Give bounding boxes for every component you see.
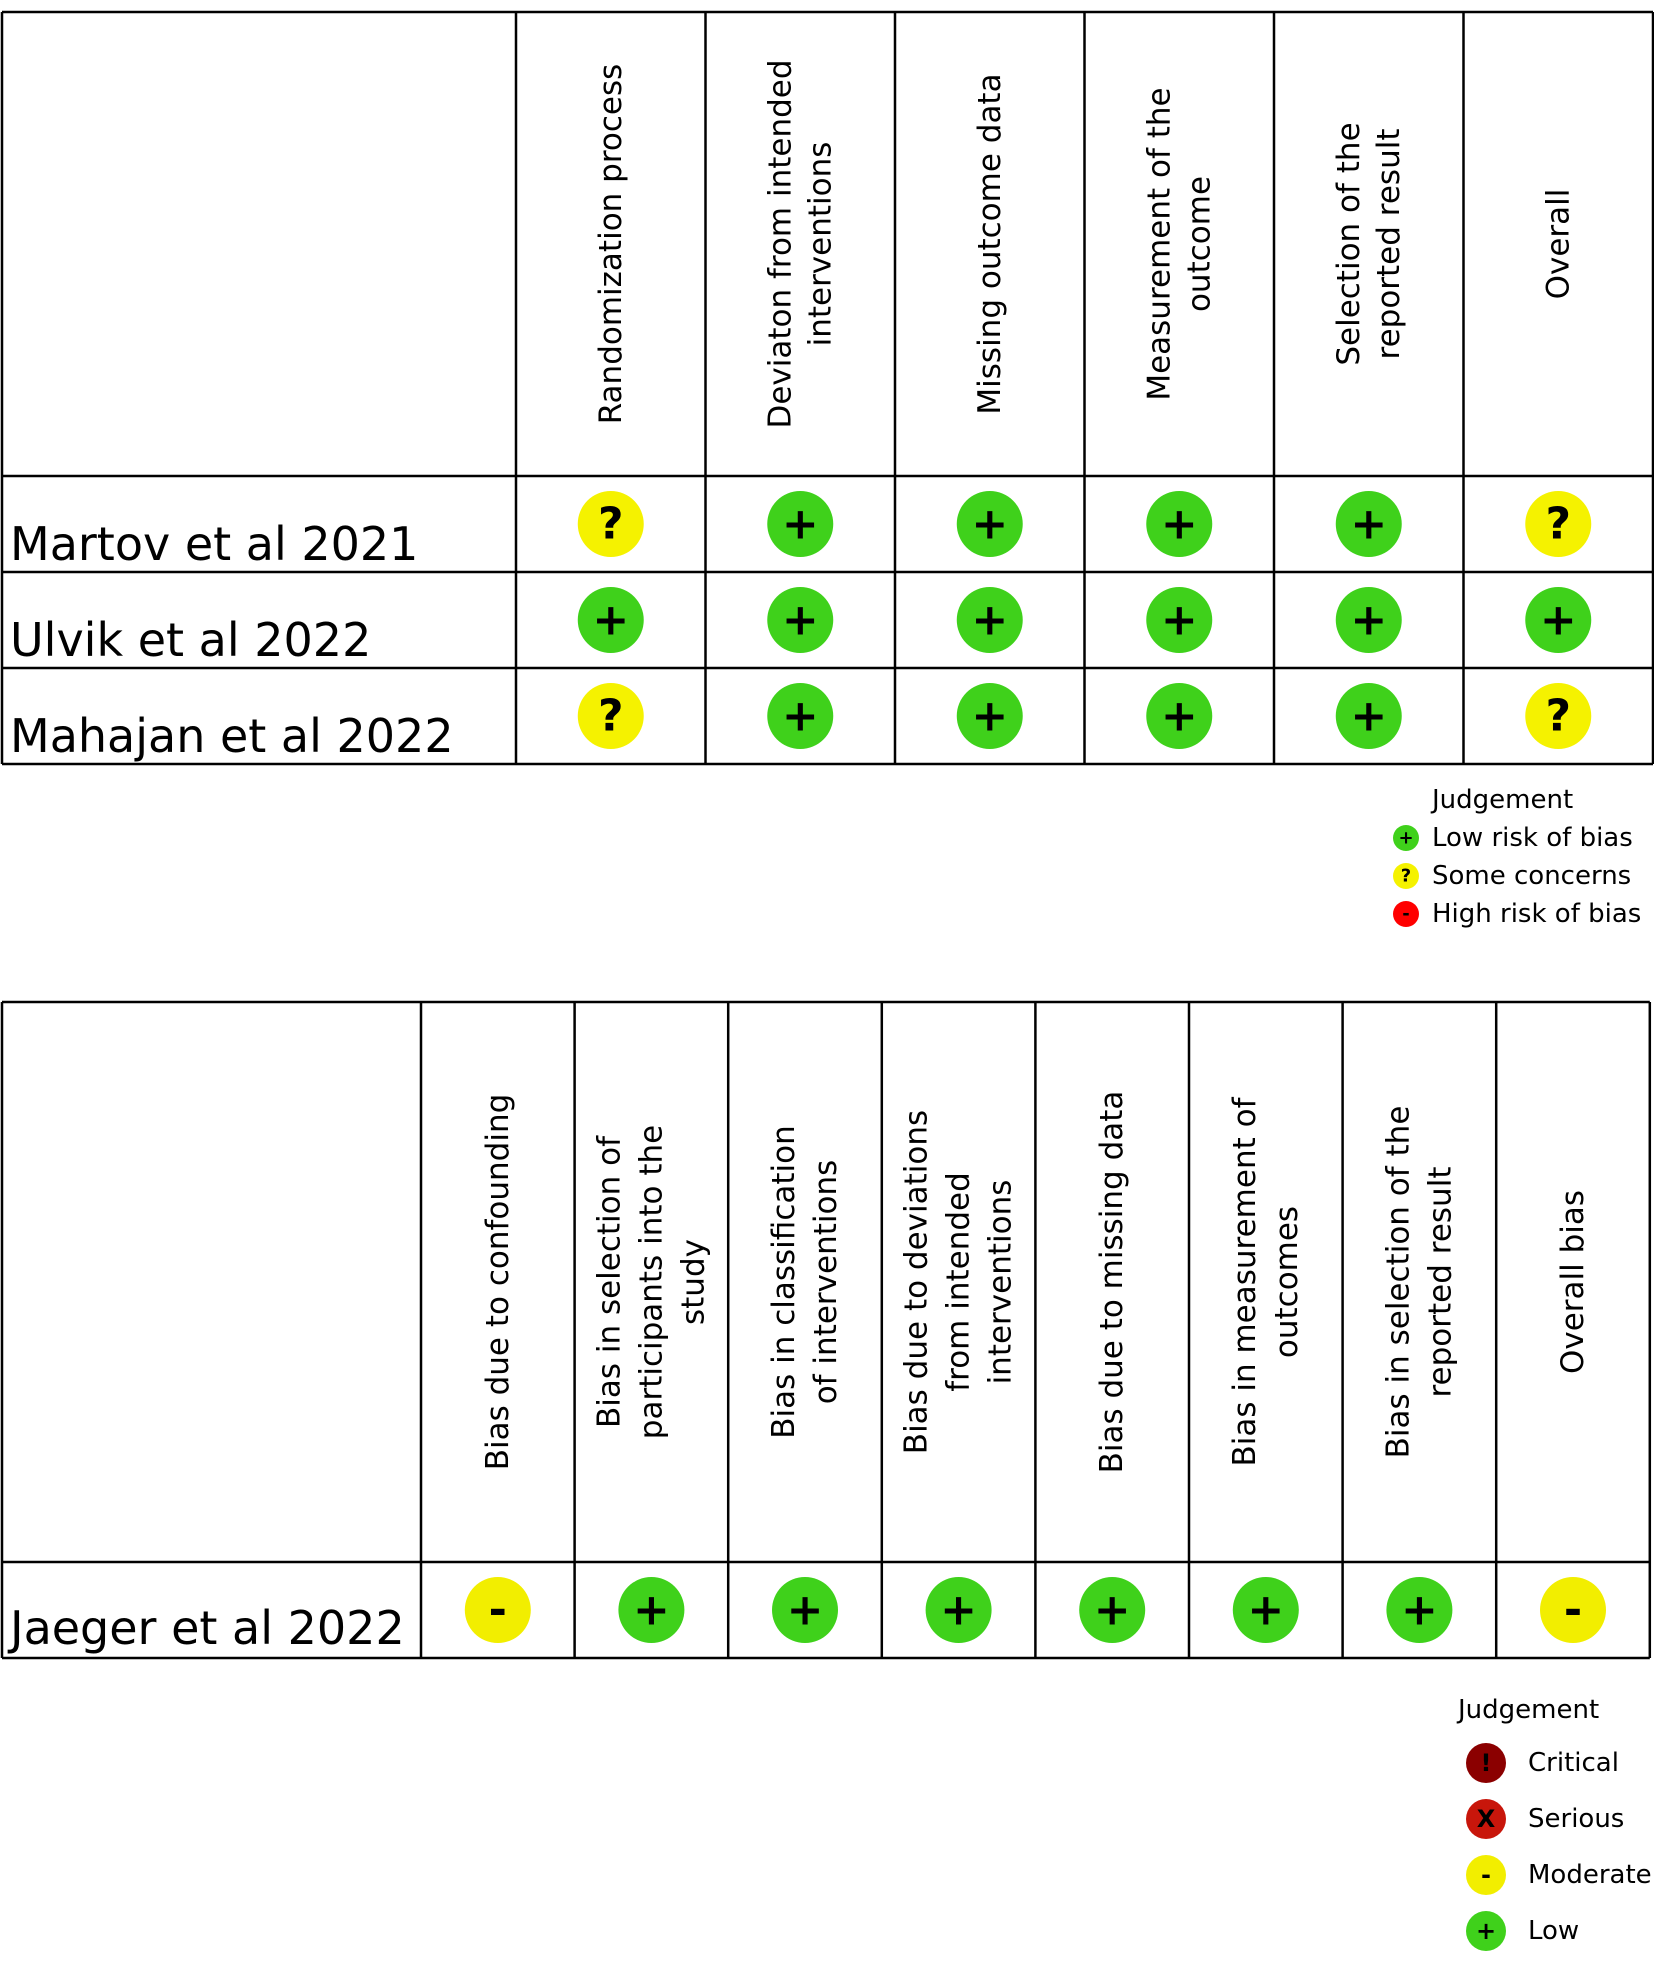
judgement-some-concerns: [578, 683, 644, 749]
judgement-symbol: +: [786, 1584, 824, 1636]
legend-symbol: [1466, 1911, 1506, 1951]
judgement-some-concerns: [1525, 683, 1591, 749]
judgement-symbol: -: [488, 1584, 507, 1636]
legend-symbol: [1393, 901, 1419, 927]
judgement-symbol: ?: [597, 690, 624, 742]
judgement-low: [1336, 587, 1402, 653]
column-header-line: Randomization process: [592, 63, 629, 425]
judgement-symbol: +: [632, 1584, 670, 1636]
column-header-line: Overall bias: [1555, 1189, 1591, 1375]
judgement-symbol: +: [1093, 1584, 1131, 1636]
column-header-line: participants into the: [633, 1124, 670, 1440]
table-row: [7, 1577, 1606, 1655]
table-row: [10, 587, 1591, 667]
column-header-line: Bias in selection of: [591, 1135, 628, 1429]
judgement-symbol: X: [1476, 1805, 1496, 1833]
table-row: [10, 683, 1591, 763]
judgement-low: [772, 1577, 838, 1643]
judgement-symbol: ?: [1545, 498, 1572, 550]
judgement-symbol: +: [971, 690, 1009, 742]
legend-symbol: [1393, 825, 1419, 851]
judgement-low: [1336, 683, 1402, 749]
judgement-low: [767, 491, 833, 557]
column-header-line: Bias in measurement of: [1226, 1097, 1263, 1467]
legend-title: Judgement: [1432, 785, 1574, 815]
judgement-low: [1525, 587, 1591, 653]
judgement-symbol: +: [1400, 1584, 1438, 1636]
column-header-line: reported result: [1370, 128, 1407, 360]
judgement-symbol: +: [971, 594, 1009, 646]
column-header-line: interventions: [982, 1179, 1019, 1385]
column-header-line: Overall: [1540, 188, 1577, 300]
column-header-line: from intended: [940, 1172, 977, 1392]
column-header-line: Bias in selection of the: [1380, 1105, 1417, 1459]
legend-symbol: [1393, 863, 1419, 889]
column-header-line: Bias due to deviations: [898, 1109, 935, 1455]
rob2-legend: [1393, 785, 1641, 929]
table-row: [10, 491, 1591, 571]
judgement-low: [1146, 491, 1212, 557]
column-header-line: Bias due to confounding: [479, 1093, 516, 1471]
judgement-symbol: +: [940, 1584, 978, 1636]
legend-item-some-concerns: [1393, 861, 1631, 891]
judgement-symbol: ?: [1400, 865, 1412, 887]
legend-item-moderate: [1466, 1855, 1652, 1895]
judgement-low: [957, 587, 1023, 653]
judgement-symbol: +: [1160, 594, 1198, 646]
legend-label: High risk of bias: [1432, 899, 1642, 929]
study-name: Mahajan et al 2022: [10, 709, 454, 763]
judgement-some-concerns: [1525, 491, 1591, 557]
study-name: Ulvik et al 2022: [10, 613, 372, 667]
legend-symbol: [1466, 1855, 1506, 1895]
column-header-line: Bias in classification: [766, 1125, 802, 1439]
legend-label: Low: [1528, 1916, 1580, 1946]
study-name: Martov et al 2021: [10, 517, 419, 571]
judgement-low: [1079, 1577, 1145, 1643]
judgement-symbol: +: [971, 498, 1009, 550]
judgement-low: [618, 1577, 684, 1643]
legend-item-high: [1393, 899, 1641, 929]
judgement-low: [1336, 491, 1402, 557]
column-header-line: Deviaton from intended: [762, 59, 799, 429]
column-header-line: interventions: [802, 141, 839, 347]
judgement-low: [957, 491, 1023, 557]
judgement-low: [1233, 1577, 1299, 1643]
judgement-symbol: +: [1475, 1917, 1497, 1945]
judgement-symbol: ?: [1545, 690, 1572, 742]
judgement-low: [926, 1577, 992, 1643]
judgement-symbol: +: [1247, 1584, 1285, 1636]
judgement-low: [578, 587, 644, 653]
judgement-symbol: +: [592, 594, 630, 646]
legend-label: Some concerns: [1432, 861, 1632, 891]
column-header-line: outcomes: [1268, 1205, 1305, 1359]
column-header-line: reported result: [1422, 1166, 1459, 1398]
column-header-line: outcome: [1181, 175, 1218, 313]
legend-symbol: [1466, 1799, 1506, 1839]
judgement-symbol: +: [1539, 594, 1577, 646]
judgement-symbol: ?: [597, 498, 624, 550]
judgement-symbol: +: [1350, 594, 1388, 646]
legend-item-critical: [1466, 1743, 1619, 1783]
column-header-line: of interventions: [808, 1159, 844, 1405]
column-header-line: Measurement of the: [1141, 87, 1178, 401]
judgement-symbol: +: [1350, 498, 1388, 550]
judgement-symbol: -: [1402, 903, 1410, 925]
judgement-symbol: +: [1350, 690, 1388, 742]
column-header-line: Selection of the: [1330, 122, 1367, 366]
judgement-low: [767, 587, 833, 653]
judgement-low: [957, 683, 1023, 749]
legend-item-serious: [1466, 1799, 1624, 1839]
judgement-symbol: +: [1160, 690, 1198, 742]
robins-i-legend: [1456, 1695, 1652, 1951]
legend-item-low: [1466, 1911, 1579, 1951]
judgement-symbol: !: [1480, 1749, 1492, 1777]
legend-label: Serious: [1528, 1804, 1625, 1834]
judgement-low: [767, 683, 833, 749]
judgement-symbol: -: [1481, 1861, 1491, 1889]
judgement-low: [1146, 587, 1212, 653]
study-name: Jaeger et al 2022: [10, 1601, 405, 1655]
legend-label: Moderate: [1528, 1860, 1652, 1890]
legend-item-low: [1393, 823, 1633, 853]
judgement-low: [1146, 683, 1212, 749]
legend-label: Low risk of bias: [1432, 823, 1633, 853]
judgement-symbol: +: [781, 690, 819, 742]
legend-symbol: [1466, 1743, 1506, 1783]
legend-label: Critical: [1528, 1748, 1619, 1778]
judgement-low: [1386, 1577, 1452, 1643]
column-header-line: study: [675, 1239, 712, 1325]
legend-title: Judgement: [1458, 1695, 1600, 1725]
rob2-table: [0, 0, 1653, 764]
judgement-symbol: +: [781, 594, 819, 646]
judgement-symbol: +: [1160, 498, 1198, 550]
judgement-moderate: [1540, 1577, 1606, 1643]
column-header-line: Bias due to missing data: [1094, 1090, 1131, 1474]
judgement-some-concerns: [578, 491, 644, 557]
judgement-symbol: +: [1398, 827, 1414, 849]
judgement-symbol: +: [781, 498, 819, 550]
judgement-symbol: -: [1563, 1584, 1583, 1636]
column-header-line: Missing outcome data: [971, 73, 1008, 415]
judgement-moderate: [465, 1577, 531, 1643]
